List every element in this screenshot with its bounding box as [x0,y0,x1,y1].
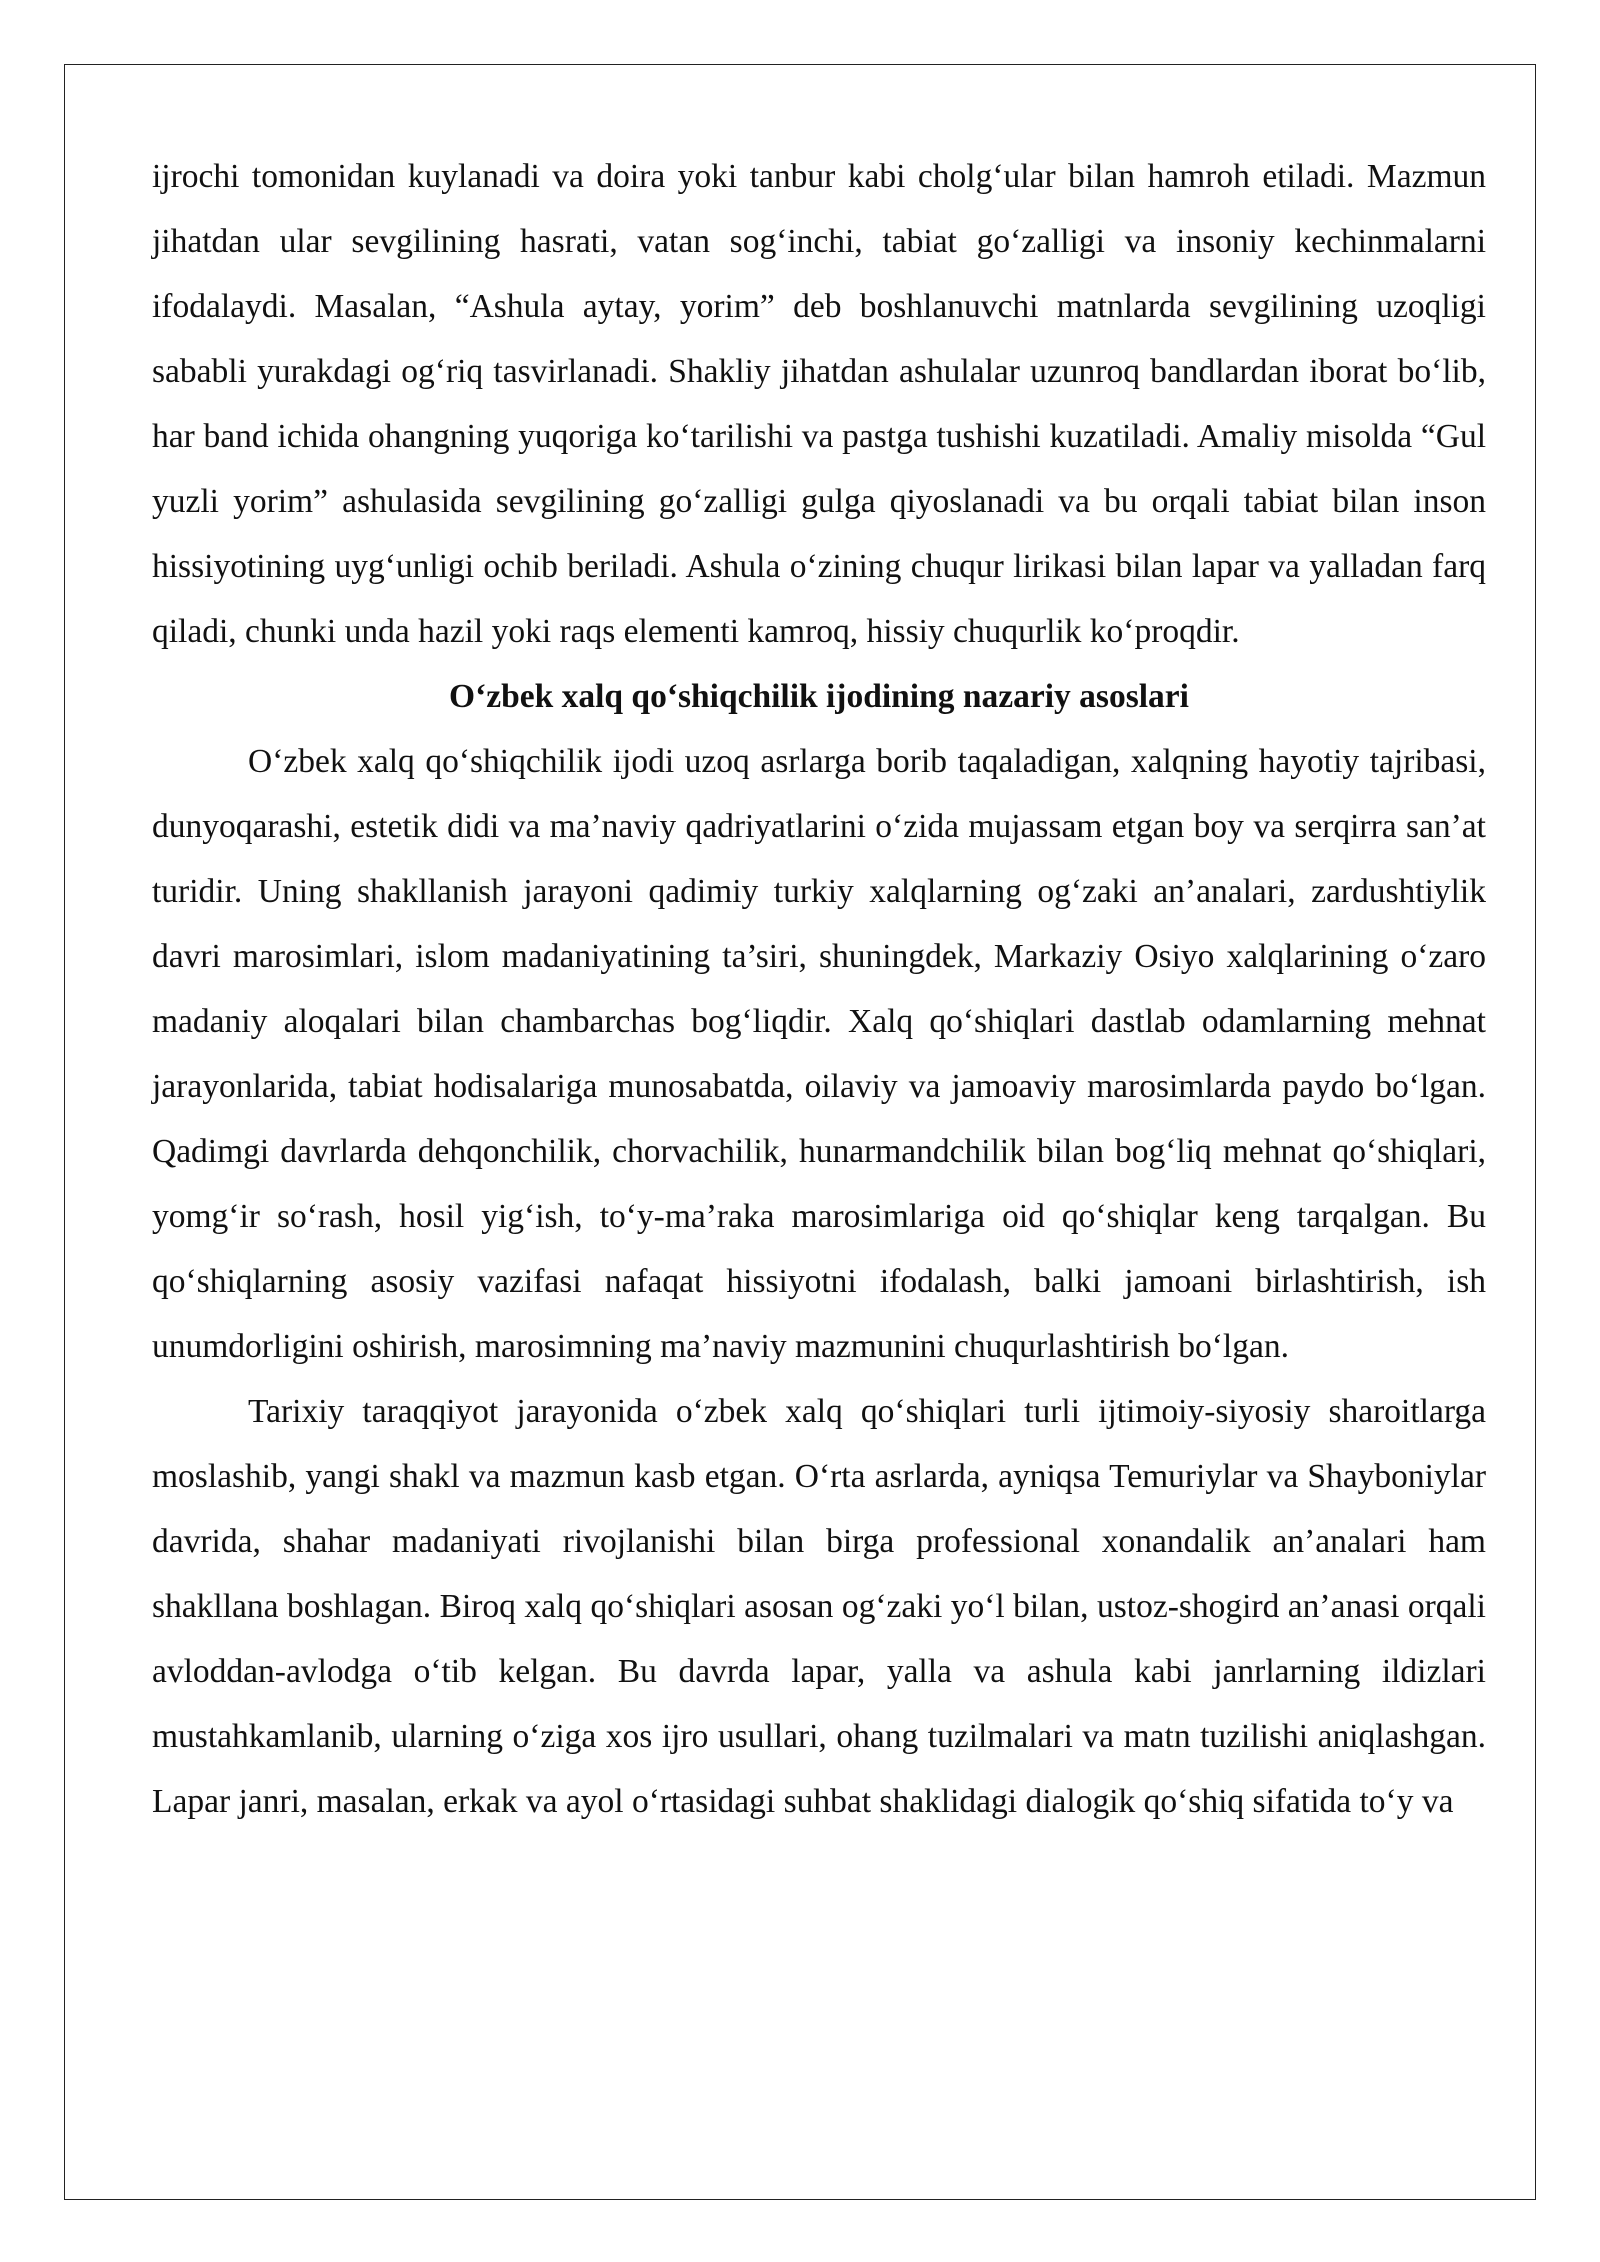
body-paragraph-1: O‘zbek xalq qo‘shiqchilik ijodi uzoq asrlarga borib taqaladigan, xalqning hayotiy tajribasi, dunyoqarashi, estetik didi va ma’naviy qadriyatlarini o‘zida mujassam etgan boy va serqirra san’at turidir. Uning shakllanish jarayoni qadimiy turkiy xalqlarning og‘zaki an’analari, zardushtiylik davri marosimlari, islom madaniyatining ta’siri, shuningdek, Markaziy Osiyo xalqlarining o‘zaro madaniy aloqalari bilan chambarchas bog‘liqdir. Xalq qo‘shiqlari dastlab odamlarning mehnat jarayonlarida, tabiat hodisalariga munosabatda, oilaviy va jamoaviy marosimlarda paydo bo‘lgan. Qadimgi davrlarda dehqonchilik, chorvachilik, hunarmandchilik bilan bog‘liq mehnat qo‘shiqlari, yomg‘ir so‘rash, hosil yig‘ish, to‘y-ma’raka marosimlariga oid qo‘shiqlar keng tarqalgan. Bu qo‘shiqlarning asosiy vazifasi nafaqat hissiyotni ifodalash, balki jamoani birlashtirish, ish unumdorligini oshirish, marosimning ma’naviy mazmunini chuqurlashtirish bo‘lgan. [152,743,1486,1365]
intro-paragraph: ijrochi tomonidan kuylanadi va doira yoki tanbur kabi cholg‘ular bilan hamroh etiladi. Mazmun jihatdan ular sevgilining hasrati, vatan sog‘inchi, tabiat go‘zalligi va insoniy kechinmalarni ifodalaydi. Masalan, “Ashula aytay, yorim” deb boshlanuvchi matnlarda sevgilining uzoqligi sababli yurakdagi og‘riq tasvirlanadi. Shakliy jihatdan ashulalar uzunroq bandlardan iborat bo‘lib, har band ichida ohangning yuqoriga ko‘tarilishi va pastga tushishi kuzatiladi. Amaliy misolda “Gul yuzli yorim” ashulasida sevgilining go‘zalligi gulga qiyoslanadi va bu orqali tabiat bilan inson hissiyotining uyg‘unligi ochib beriladi. Ashula o‘zining chuqur lirikasi bilan lapar va yalladan farq qiladi, chunki unda hazil yoki raqs elementi kamroq, hissiy chuqurlik ko‘proqdir. [152,158,1486,650]
document-body [152,144,1486,1834]
body-paragraph-2: Tarixiy taraqqiyot jarayonida o‘zbek xalq qo‘shiqlari turli ijtimoiy-siyosiy sharoitlarga moslashib, yangi shakl va mazmun kasb etgan. O‘rta asrlarda, ayniqsa Temuriylar va Shayboniylar davrida, shahar madaniyati rivojlanishi bilan birga professional xonandalik an’analari ham shakllana boshlagan. Biroq xalq qo‘shiqlari asosan og‘zaki yo‘l bilan, ustoz-shogird an’anasi orqali avloddan-avlodga o‘tib kelgan. Bu davrda lapar, yalla va ashula kabi janrlarning ildizlari mustahkamlanib, ularning o‘ziga xos ijro usullari, ohang tuzilmalari va matn tuzilishi aniqlashgan. Lapar janri, masalan, erkak va ayol o‘rtasidagi suhbat shaklidagi dialogik qo‘shiq sifatida to‘y va [152,1393,1486,1820]
section-heading: O‘zbek xalq qo‘shiqchilik ijodining nazariy asoslari [449,678,1189,715]
